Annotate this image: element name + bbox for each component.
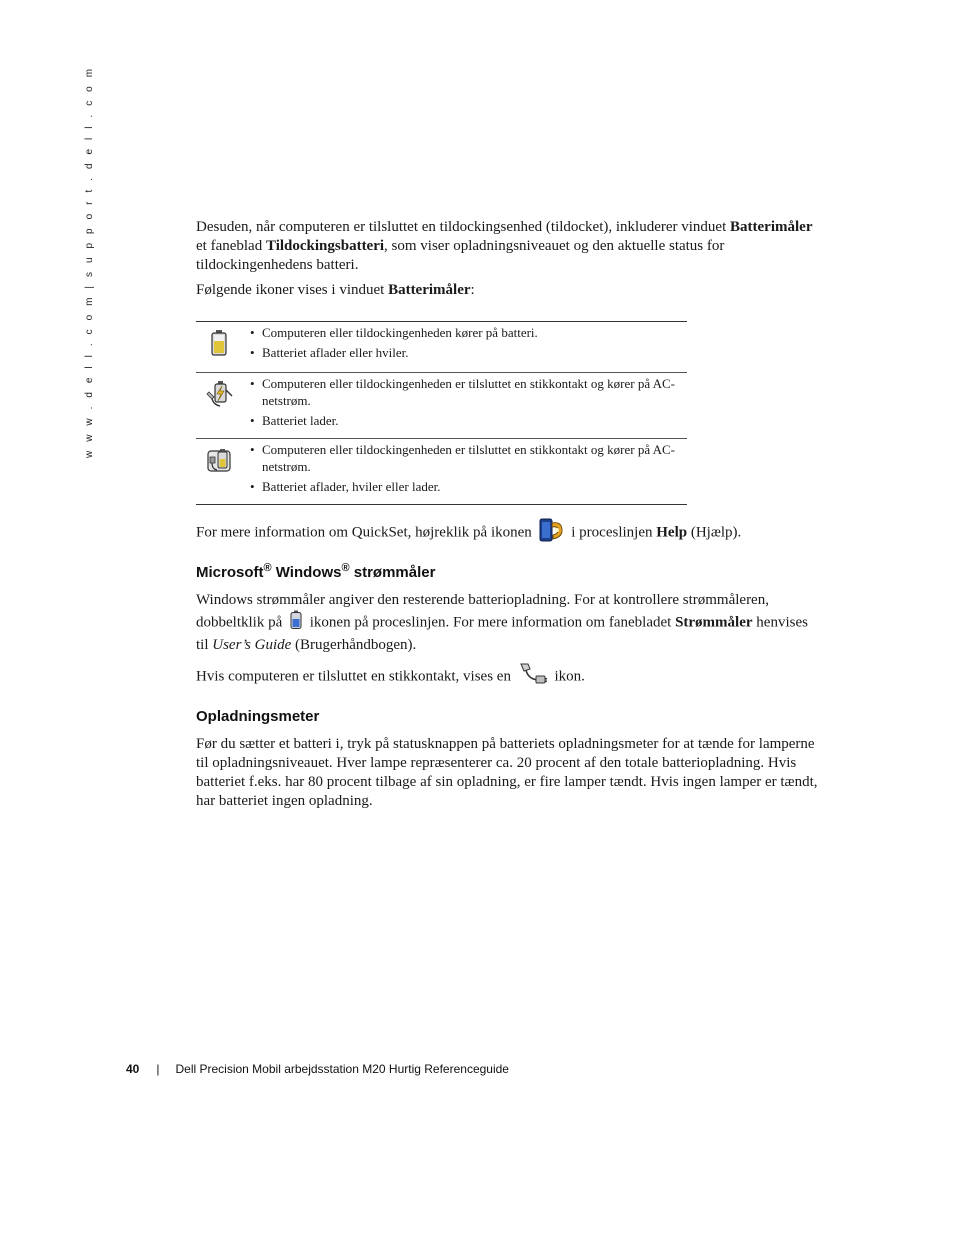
main-content xyxy=(196,218,821,811)
bullet-list xyxy=(242,373,687,438)
list-item: • Batteriet lader. xyxy=(242,412,687,429)
footer-separator: | xyxy=(156,1062,160,1076)
section-heading-charge-meter: Opladningsmeter xyxy=(196,708,320,725)
list-item: • Batteriet aflader eller hviler. xyxy=(242,344,687,361)
quickset-paragraph: For mere information om QuickSet, højreklik på ikonen i proceslinjen Help (Hjælp). xyxy=(196,517,821,549)
table-row xyxy=(196,373,687,439)
battery-charging-plug-icon xyxy=(206,380,234,408)
ac-plug-paragraph: Hvis computeren er tilsluttet en stikkontakt, vises en ikon. xyxy=(196,661,821,693)
list-item: • Computeren eller tildockingenheden er tilsluttet en stikkontakt og kører på AC-netstrøm. xyxy=(242,375,687,409)
page-number: 40 xyxy=(126,1062,140,1076)
battery-meter-icon xyxy=(289,610,303,630)
section-heading-power-meter: Microsoft® Windows® strømmåler xyxy=(196,562,436,581)
charge-meter-paragraph: Før du sætter et batteri i, tryk på statusknappen på batteriets opladningsmeter for at tænde for lamperne til opladningsniveauet. Hver lampe repræsenterer ca. 20 procent af den totale batteriopladning. Hvis batteriet f.eks. har 80 procent tilbage af sin opladning, er fire lamper tændt. Hvis ingen lamper er tændt, har batteriet ingen opladning. xyxy=(196,736,818,809)
quickset-icon xyxy=(539,517,565,543)
table-row xyxy=(196,322,687,373)
battery-icon xyxy=(206,329,232,357)
list-item: • Computeren eller tildockingenheden kører på batteri. xyxy=(242,324,687,341)
ac-plug-icon xyxy=(518,661,548,687)
page-footer xyxy=(126,1062,509,1076)
battery-plug-icon xyxy=(206,446,234,474)
sidebar-url: w w w . d e l l . c o m | s u p p o r t . d e l l . c o m xyxy=(84,65,95,458)
bullet-list xyxy=(242,322,687,370)
footer-title: Dell Precision Mobil arbejdsstation M20 Hurtig Referenceguide xyxy=(175,1062,509,1076)
table-row xyxy=(196,439,687,505)
list-item: • Computeren eller tildockingenheden er tilsluttet en stikkontakt og kører på AC-netstrøm. xyxy=(242,441,687,475)
icons-intro-paragraph: Følgende ikoner vises i vinduet Batterimåler: xyxy=(196,282,475,298)
power-meter-paragraph: Windows strømmåler angiver den resterende batteriopladning. For at kontrollere strømmåleren, dobbeltklik på ikonen på proceslinjen. For mere information om fanebladet Strømmåler henvises til User’s Guide (Brugerhåndbogen). xyxy=(196,592,808,653)
bullet-list xyxy=(242,439,687,504)
intro-paragraph: Desuden, når computeren er tilsluttet en tildockingsenhed (tildocket), inkluderer vinduet Batterimåler et faneblad Tildockingsbatteri, som viser opladningsniveauet og den aktuelle status for tildockingenhedens batteri. xyxy=(196,219,813,273)
battery-icon-table xyxy=(196,321,687,505)
list-item: • Batteriet aflader, hviler eller lader. xyxy=(242,478,687,495)
